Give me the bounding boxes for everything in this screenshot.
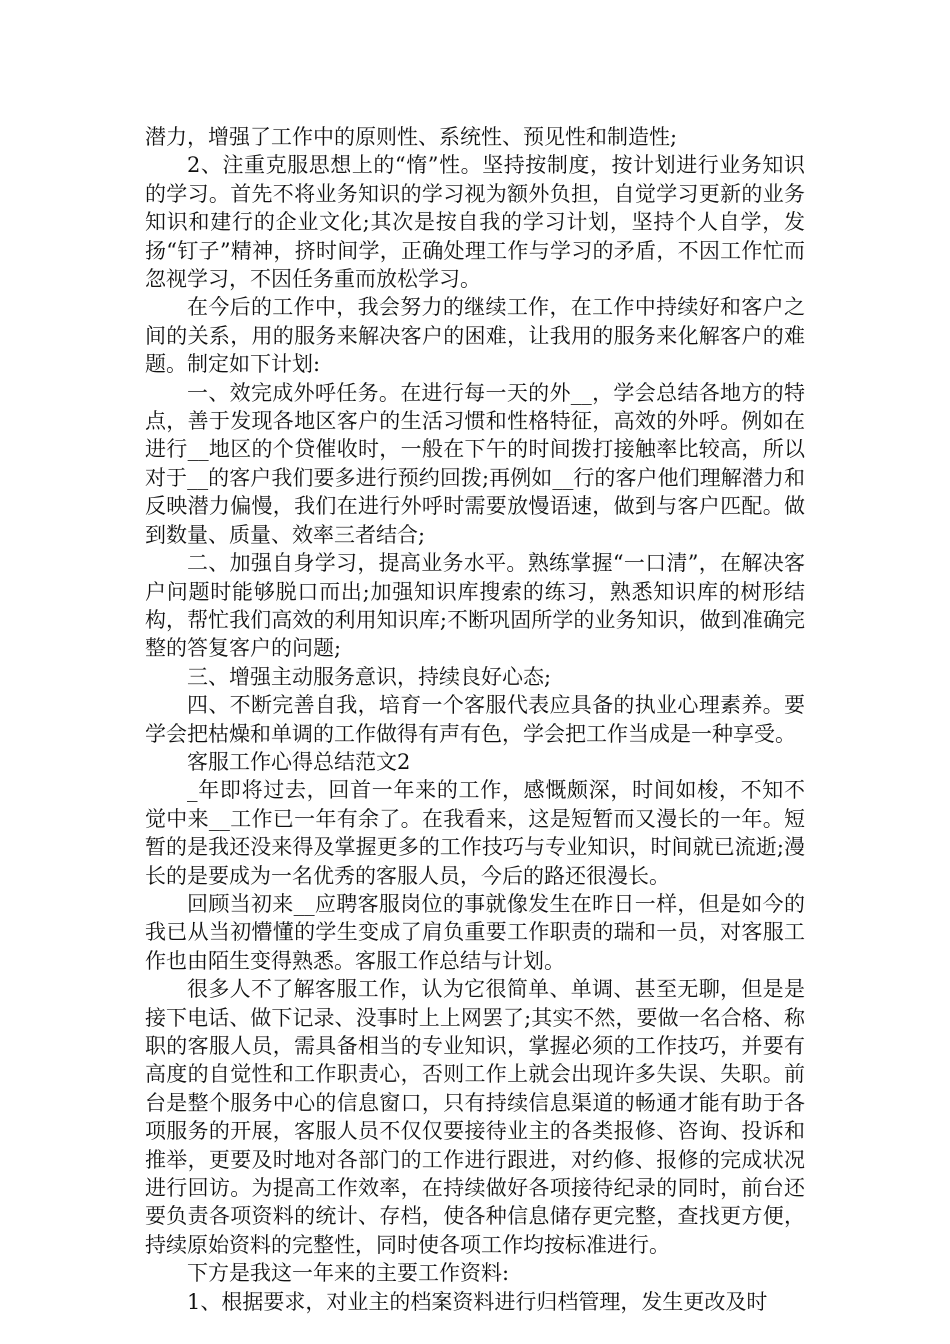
- paragraph-10: 回顾当初来__应聘客服岗位的事就像发生在昨日一样，但是如今的我已从当初懵懂的学生变成了肩负重要工作职责的瑞和一员，对客服工作也由陌生变得熟悉。客服工作总结与计划。: [145, 891, 805, 973]
- section-heading: 客服工作心得总结范文2: [187, 749, 411, 774]
- paragraph-4: 一、效完成外呼任务。在进行每一天的外__，学会总结各地方的特点，善于发现各地区客户的生活习惯和性格特征，高效的外呼。例如在进行__地区的个贷催收时，一般在下午的时间拨打接触率比较高，所以对于__的客户我们要多进行预约回拨;再例如__行的客户他们理解潜力和反映潜力偏慢，我们在进行外呼时需要放慢语速，做到与客户匹配。做到数量、质量、效率三者结合;: [145, 380, 805, 547]
- paragraph-1: 潜力，增强了工作中的原则性、系统性、预见性和制造性;: [145, 125, 678, 149]
- paragraph-13: 1、根据要求，对业主的档案资料进行归档管理，发生更改及时: [187, 1289, 768, 1314]
- paragraph-3: 在今后的工作中，我会努力的继续工作，在工作中持续好和客户之间的关系，用的服务来解决客户的困难，让我用的服务来化解客户的难题。制定如下计划:: [145, 295, 805, 377]
- paragraph-11: 很多人不了解客服工作，认为它很简单、单调、甚至无聊，但是是接下电话、做下记录、没事时上上网罢了;其实不然，要做一名合格、称职的客服人员，需具备相当的专业知识，掌握必须的工作技巧，并要有高度的自觉性和工作职责心，否则工作上就会出现许多失误、失职。前台是整个服务中心的信息窗口，只有持续信息渠道的畅通才能有助于各项服务的开展，客服人员不仅仅要接待业主的各类报修、咨询、投诉和推举，更要及时地对各部门的工作进行跟进，对约修、报修的完成状况进行回访。为提高工作效率，在持续做好各项接待纪录的同时，前台还要负责各项资料的统计、存档，使各种信息储存更完整，查找更方便，持续原始资料的完整性，同时使各项工作均按标准进行。: [145, 977, 805, 1257]
- paragraph-5: 二、加强自身学习，提高业务水平。熟练掌握“一口清”，在解决客户问题时能够脱口而出;加强知识库搜索的练习，熟悉知识库的树形结构，帮忙我们高效的利用知识库;不断巩固所学的业务知识，做到准确完整的答复客户的问题;: [145, 551, 805, 661]
- paragraph-2: 2、注重克服思想上的“惰”性。坚持按制度，按计划进行业务知识的学习。首先不将业务知识的学习视为额外负担，自觉学习更新的业务知识和建行的企业文化;其次是按自我的学习计划，坚持个人自学，发扬“钉子”精神，挤时间学，正确处理工作与学习的矛盾，不因工作忙而忽视学习，不因任务重而放松学习。: [145, 153, 805, 292]
- paragraph-7: 四、不断完善自我，培育一个客服代表应具备的执业心理素养。要学会把枯燥和单调的工作做得有声有色，学会把工作当成是一种享受。: [145, 693, 805, 746]
- paragraph-9: _年即将过去，回首一年来的工作，感慨颇深，时间如梭，不知不觉中来__工作已一年有余了。在我看来，这是短暂而又漫长的一年。短暂的是我还没来得及掌握更多的工作技巧与专业知识，时间就已流逝;漫长的是要成为一名优秀的客服人员，今后的路还很漫长。: [145, 778, 805, 888]
- document-body: [145, 123, 805, 1316]
- paragraph-12: 下方是我这一年来的主要工作资料:: [187, 1261, 510, 1286]
- paragraph-6: 三、增强主动服务意识，持续良好心态;: [187, 664, 552, 689]
